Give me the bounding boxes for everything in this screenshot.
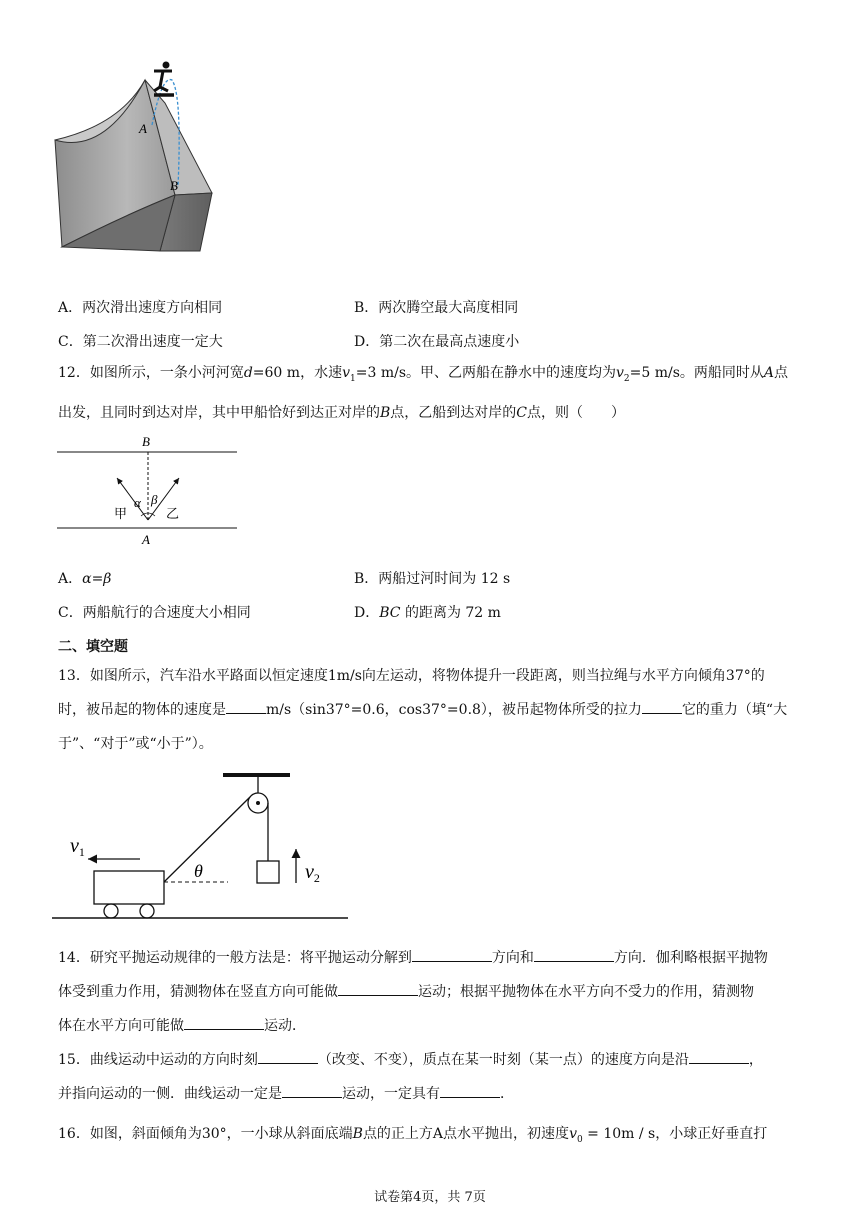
q12-option-d: D．BC 的距离为 72 m bbox=[354, 605, 501, 621]
answer-blank[interactable] bbox=[338, 981, 418, 996]
q16-stem: 16．如图，斜面倾角为30°，一小球从斜面底端B点的正上方A点水平抛出，初速度$v_0 = 10m / s$，小球正好垂直打 bbox=[58, 1126, 768, 1145]
q11-option-c: C．第二次滑出速度一定大 bbox=[58, 334, 223, 350]
label-alpha: α bbox=[134, 495, 141, 510]
label-a: A bbox=[139, 121, 147, 136]
q12-option-c: C．两船航行的合速度大小相同 bbox=[58, 605, 251, 621]
q12-option-a: A．α=β bbox=[58, 571, 112, 587]
figure-car-pulley bbox=[50, 765, 360, 930]
q14-stem: 14．研究平抛运动规律的一般方法是：将平抛运动分解到 方向和 方向．伽利略根据平抛物 体受到重力作用，猜测物体在竖直方向可能做 运动；根据平抛物体在水平方向不受力的作用，猜测物 体在水平方向可能做 运动． bbox=[58, 941, 810, 1043]
label-jia: 甲 bbox=[114, 507, 128, 522]
answer-blank[interactable] bbox=[534, 947, 614, 962]
q12-stem: 12．如图所示，一条小河河宽d=60 m，水速$v_1=3$ m/s。甲、乙两船在静水中的速度均为$v_2=5$ m/s。两船同时从A点 出发，且同时到达对岸，其中甲船恰好到达正对岸的B点，乙船到达对岸的C点，则（ ） bbox=[58, 365, 789, 421]
label-beta: β bbox=[151, 492, 158, 507]
answer-blank[interactable] bbox=[258, 1049, 318, 1064]
q12-option-b: B．两船过河时间为 12 s bbox=[354, 571, 511, 587]
answer-blank[interactable] bbox=[282, 1083, 342, 1098]
answer-blank[interactable] bbox=[689, 1049, 749, 1064]
figure-skate-ramp bbox=[50, 55, 230, 255]
q11-option-b: B．两次腾空最大高度相同 bbox=[354, 300, 519, 316]
answer-blank[interactable] bbox=[412, 947, 492, 962]
q11-option-a: A．两次滑出速度方向相同 bbox=[58, 300, 223, 316]
label-a: A bbox=[142, 532, 150, 545]
label-b: B bbox=[170, 178, 178, 193]
label-theta: θ bbox=[194, 861, 203, 881]
answer-blank[interactable] bbox=[226, 699, 266, 714]
answer-blank[interactable] bbox=[642, 699, 682, 714]
label-v2: $v_2$ bbox=[305, 861, 320, 885]
answer-blank[interactable] bbox=[440, 1083, 500, 1098]
page-footer: 试卷第4页，共 7页 bbox=[374, 1190, 486, 1205]
label-v1: $v_1$ bbox=[70, 835, 85, 859]
skater-icon bbox=[154, 62, 174, 96]
section-heading: 二、填空题 bbox=[58, 639, 128, 655]
figure-river bbox=[55, 430, 245, 545]
answer-blank[interactable] bbox=[184, 1015, 264, 1030]
q11-option-d: D．第二次在最高点速度小 bbox=[354, 334, 520, 350]
label-b: B bbox=[142, 434, 150, 449]
label-yi: 乙 bbox=[166, 507, 180, 522]
q13-stem: 13．如图所示，汽车沿水平路面以恒定速度1m/s向左运动，将物体提升一段距离，则当拉绳与水平方向倾角37°的 时，被吊起的物体的速度是 m/s（sin37°=0.6，cos37°=0.8），被吊起物体所受的拉力 它的重力（填“大 于”、“对于”或“小于”）。 bbox=[58, 668, 788, 752]
q15-stem: 15．曲线运动中运动的方向时刻 （改变、不变），质点在某一时刻（某一点）的速度方向是沿 ， 并指向运动的一侧．曲线运动一定是 运动，一定具有 ． bbox=[58, 1043, 810, 1111]
